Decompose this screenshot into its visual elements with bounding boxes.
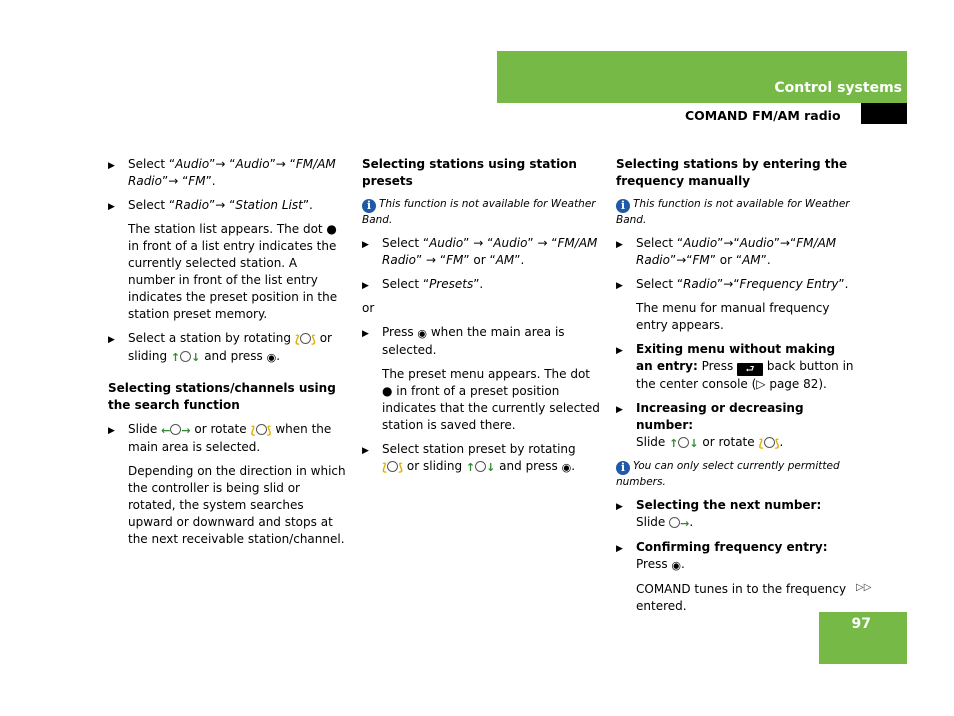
info-icon: i <box>616 461 630 475</box>
list-item: ▶ Select “Audio”→“Audio”→“FM/AM Radio”→“FM” or “AM”. <box>616 236 837 267</box>
bullet-icon: ▶ <box>108 335 115 345</box>
bullet-icon: ▶ <box>616 544 623 554</box>
section-title: Control systems <box>774 80 902 96</box>
bullet-icon: ▶ <box>362 446 369 456</box>
controller-rotate-icon: ⟅ ⟆ <box>382 461 404 474</box>
paragraph: The menu for manual frequency entry appears. <box>636 301 830 332</box>
paragraph: COMAND tunes in to the frequency entered. <box>636 582 847 613</box>
list-item: ▶ Select “Audio”→ “Audio”→ “FM/AM Radio”→ “FM”. <box>108 157 336 188</box>
list-item: ▶ Select “Radio”→“Frequency Entry”. <box>616 276 854 293</box>
section-heading: Selecting stations/channels using the search function <box>108 381 336 412</box>
bullet-icon: ▶ <box>362 240 369 250</box>
list-item: ▶ Select station preset by rotating ⟅ ⟆ or sliding ↑ ↓ and press ◉. <box>362 442 576 474</box>
paragraph: The station list appears. The dot ● in front of a list entry indicates the currently selected station. A number in front of the list entry indicates the preset position in the station preset memory. <box>128 222 338 321</box>
info-icon: i <box>616 199 630 213</box>
page-number-box <box>819 612 907 664</box>
column-3 <box>616 156 854 622</box>
section-heading: Selecting stations using station presets <box>362 157 577 188</box>
list-item: ▶ Exiting menu without making an entry: Press ⮐ back button in the center console (▷ page 82). <box>616 342 854 391</box>
controller-rotate-icon: ⟅ ⟆ <box>758 437 780 450</box>
bullet-icon: ▶ <box>108 161 115 171</box>
bullet-icon: ▶ <box>616 240 623 250</box>
page-number: 97 <box>851 616 871 632</box>
or-text: or <box>362 301 375 315</box>
bullet-icon: ▶ <box>616 346 623 356</box>
section-tab <box>861 103 907 124</box>
info-note: i This function is not available for Weather Band. <box>362 198 596 226</box>
paragraph: Depending on the direction in which the controller is being slid or rotated, the system searches upward or downward and stops at the next receivable station/channel. <box>128 464 346 546</box>
bullet-icon: ▶ <box>108 426 115 436</box>
controller-slide-right-icon: → <box>669 515 689 532</box>
list-item: ▶ Press ◉ when the main area is selected. <box>362 325 565 357</box>
info-icon: i <box>362 199 376 213</box>
bullet-icon: ▶ <box>616 281 623 291</box>
bullet-icon: ▶ <box>362 329 369 339</box>
section-subtitle: COMAND FM/AM radio <box>685 108 841 123</box>
continued-arrows-icon: ▷▷ <box>856 582 872 593</box>
bullet-icon: ▶ <box>108 202 115 212</box>
controller-press-icon: ◉ <box>561 461 572 474</box>
list-item: ▶ Selecting the next number: Slide →. <box>616 498 822 530</box>
list-item: ▶ Slide ← → or rotate ⟅ ⟆ when the main area is selected. <box>108 422 332 454</box>
list-item: ▶ Confirming frequency entry: Press ◉. <box>616 540 828 572</box>
bullet-icon: ▶ <box>616 405 623 415</box>
list-item: ▶ Select “Radio”→ “Station List”. <box>108 197 346 214</box>
controller-slide-updown-icon: ↑ ↓ <box>170 351 201 364</box>
list-item: ▶ Select “Audio” → “Audio” → “FM/AM Radio” → “FM” or “AM”. <box>362 236 598 267</box>
info-note: i This function is not available for Weather Band. <box>616 198 850 226</box>
column-2 <box>362 156 600 483</box>
controller-press-icon: ◉ <box>671 559 682 572</box>
bullet-icon: ▶ <box>616 502 623 512</box>
controller-rotate-icon: ⟅ ⟆ <box>250 424 272 437</box>
controller-rotate-icon: ⟅ ⟆ <box>294 333 316 346</box>
info-note: i You can only select currently permitted numbers. <box>616 460 840 488</box>
bullet-icon: ▶ <box>362 281 369 291</box>
section-heading: Selecting stations by entering the frequency manually <box>616 157 848 188</box>
controller-press-icon: ◉ <box>266 351 277 364</box>
controller-slide-updown-icon: ↑ ↓ <box>465 461 496 474</box>
controller-slide-updown-icon: ↑ ↓ <box>669 437 699 450</box>
list-item: ▶ Increasing or decreasing number: Slide ↑ ↓ or rotate ⟅ ⟆. <box>616 401 804 450</box>
list-item: ▶ Select a station by rotating ⟅ ⟆ or sliding ↑ ↓ and press ◉. <box>108 331 332 364</box>
column-1 <box>108 156 346 555</box>
back-button-icon: ⮐ <box>737 363 763 376</box>
list-item: ▶ Select “Presets”. <box>362 276 600 293</box>
controller-slide-leftright-icon: ← → <box>161 424 191 437</box>
controller-press-icon: ◉ <box>417 327 428 340</box>
paragraph: The preset menu appears. The dot ● in front of a preset position indicates that the currently selected station is saved there. <box>382 367 600 432</box>
